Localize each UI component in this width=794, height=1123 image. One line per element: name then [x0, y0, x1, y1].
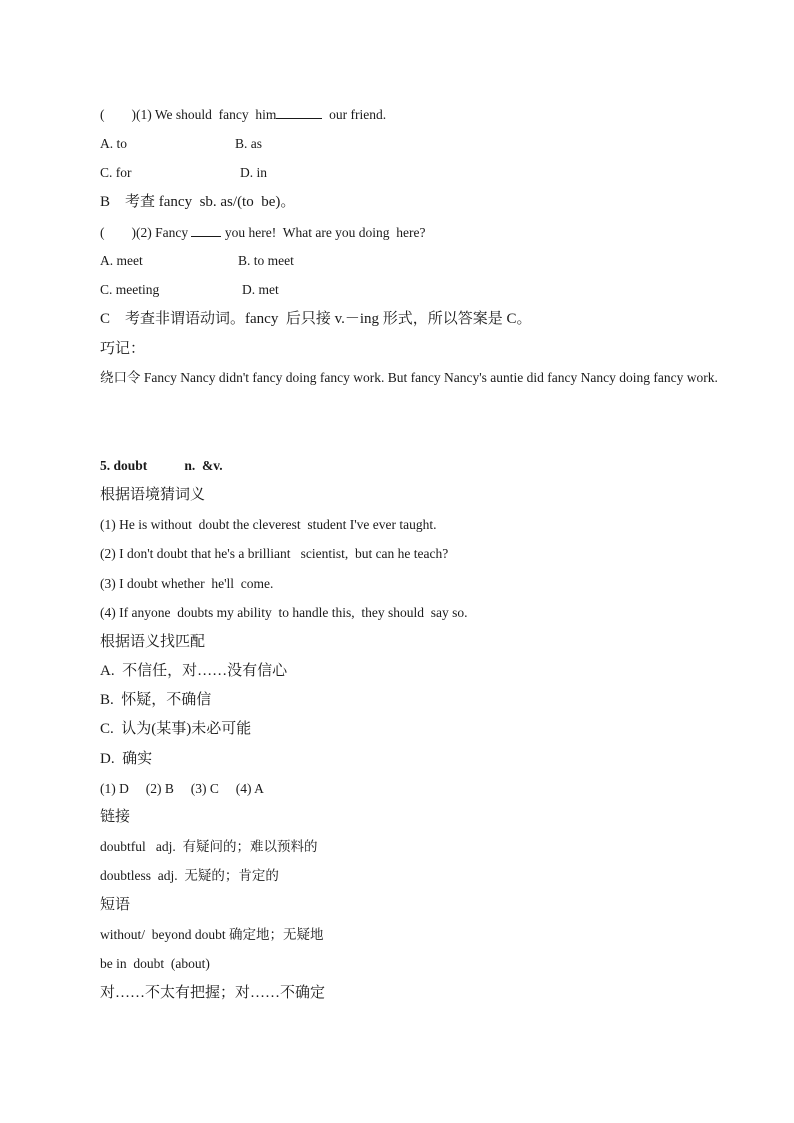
- example-sentence-4: (4) If anyone doubts my ability to handle this, they should say so.: [100, 605, 468, 620]
- match-answers: (1) D (2) B (3) C (4) A: [100, 781, 264, 796]
- question-2-blank: [191, 223, 221, 237]
- meaning-d: D. 确实: [100, 751, 153, 767]
- doubtless-entry: doubtless adj. 无疑的；肯定的: [100, 868, 279, 883]
- question-2-prefix: ( )(2) Fancy: [100, 225, 192, 240]
- match-meaning-label: 根据语义找匹配: [100, 634, 206, 650]
- question-1: [100, 105, 386, 124]
- q1-option-a: A. to: [100, 136, 127, 151]
- example-sentence-3: (3) I doubt whether he'll come.: [100, 576, 274, 591]
- phrase-be-in-doubt-meaning: 对……不太有把握；对……不确定: [100, 985, 326, 1001]
- question-2: [100, 223, 426, 242]
- q1-option-b: B. as: [235, 136, 262, 151]
- meaning-c: C. 认为(某事)未必可能: [100, 721, 252, 737]
- meaning-a: A. 不信任，对……没有信心: [100, 663, 288, 679]
- q2-option-b: B. to meet: [238, 253, 294, 268]
- link-label: 链接: [100, 809, 131, 825]
- question-1-suffix: our friend.: [322, 107, 387, 122]
- q1-option-d: D. in: [240, 165, 267, 180]
- meaning-b: B. 怀疑，不确信: [100, 692, 212, 708]
- phrase-be-in-doubt: be in doubt (about): [100, 956, 210, 971]
- example-sentence-1: (1) He is without doubt the cleverest student I've ever taught.: [100, 517, 437, 532]
- question-1-blank: [276, 105, 322, 119]
- doubtful-entry: doubtful adj. 有疑问的；难以预料的: [100, 839, 318, 854]
- example-sentence-2: (2) I don't doubt that he's a brilliant scientist, but can he teach?: [100, 546, 449, 561]
- tip-label: 巧记：: [100, 341, 146, 357]
- q2-option-c: C. meeting: [100, 282, 160, 297]
- guess-meaning-label: 根据语境猜词义: [100, 487, 206, 503]
- q2-answer: C 考查非谓语动词。fancy 后只接 v.－ing 形式，所以答案是 C。: [100, 311, 532, 327]
- question-2-suffix: you here! What are you doing here?: [221, 225, 426, 240]
- q2-option-d: D. met: [242, 282, 279, 297]
- question-1-prefix: ( )(1) We should fancy him: [100, 107, 277, 122]
- tongue-twister-paragraph: 绕口令 Fancy Nancy didn't fancy doing fancy work. But fancy Nancy's auntie did fancy Nancy doing fancy work.: [100, 370, 718, 385]
- section-heading-doubt: 5. doubt n. &v.: [100, 458, 223, 473]
- phrase-label: 短语: [100, 897, 131, 913]
- q1-answer: B 考查 fancy sb. as/(to be)。: [100, 194, 296, 210]
- phrase-without-doubt: without/ beyond doubt 确定地；无疑地: [100, 927, 324, 942]
- q2-option-a: A. meet: [100, 253, 143, 268]
- q1-option-c: C. for: [100, 165, 132, 180]
